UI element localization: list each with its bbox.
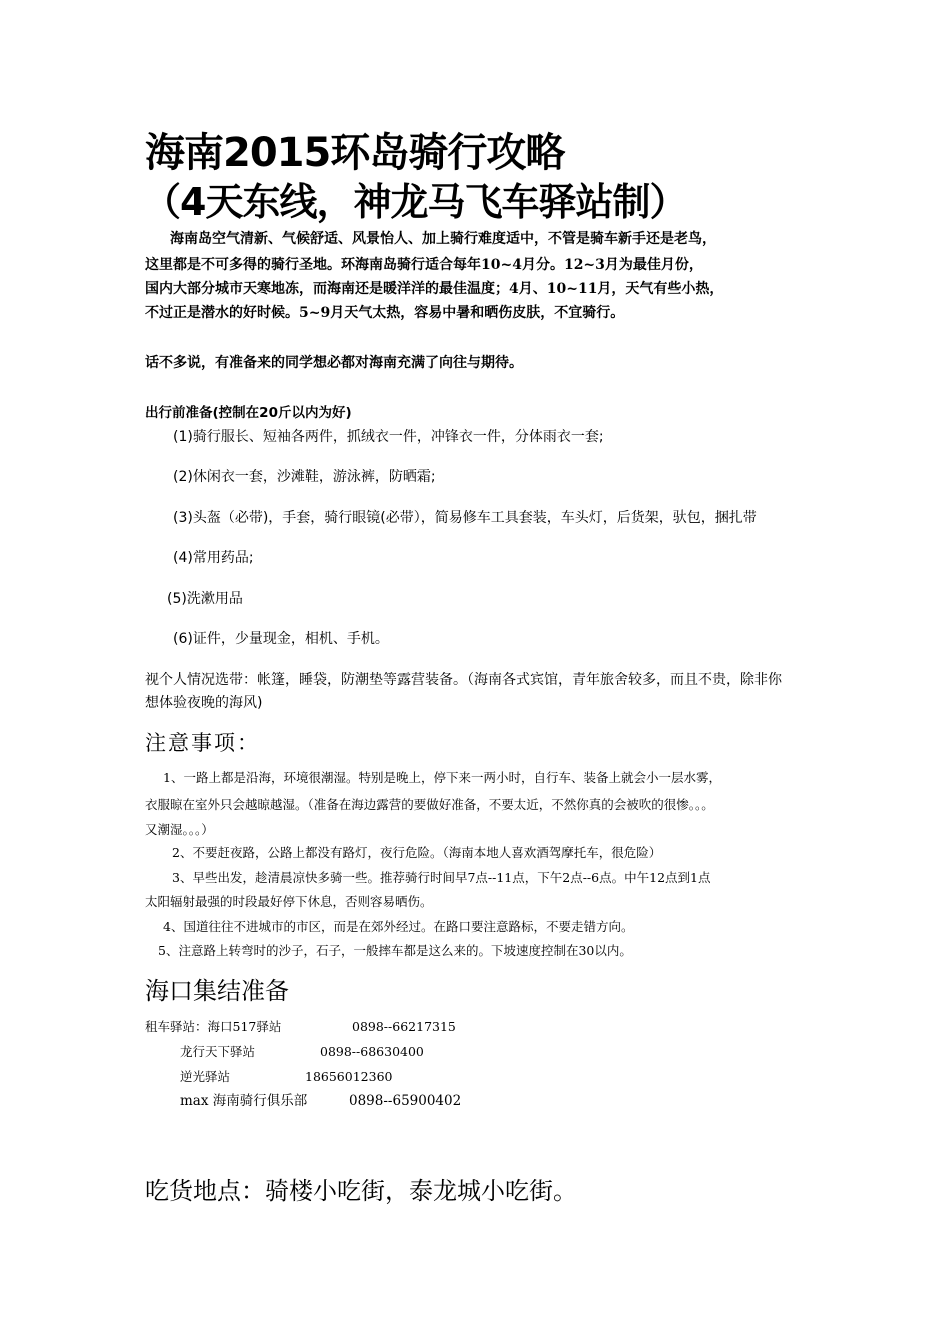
notes-line: 2、不要赶夜路，公路上都没有路灯，夜行危险。（海南本地人喜欢酒驾摩托车，很危险） [172, 845, 662, 860]
prep-item: (5)洗漱用品 [167, 591, 243, 607]
page-title: 海南2015环岛骑行攻略 [145, 130, 565, 176]
notes-line: 3、早些出发，趁清晨凉快多骑一些。推荐骑行时间早7点--11点，下午2点--6点。中午12点到1点 [172, 870, 711, 885]
haikou-heading: 海口集结准备 [145, 977, 289, 1005]
intro-line: 这里都是不可多得的骑行圣地。环海南岛骑行适合每年10~4月分。12~3月为最佳月份， [145, 257, 703, 273]
notes-heading: 注意事项： [145, 731, 260, 755]
rental-phone: 0898--66217315 [352, 1019, 456, 1034]
intro-line: 不过正是潜水的好时候。5~9月天气太热，容易中暑和晒伤皮肤，不宜骑行。 [145, 305, 625, 321]
intro-closing: 话不多说，有准备来的同学想必都对海南充满了向往与期待。 [145, 355, 523, 371]
notes-line: 衣服晾在室外只会越晾越湿。（准备在海边露营的要做好准备，不要太近，不然你真的会被吹的很惨。。。 [145, 797, 714, 812]
prep-item: (4)常用药品; [173, 550, 254, 566]
rental-name: 逆光驿站 [180, 1069, 231, 1084]
rental-name: max 海南骑行俱乐部 [180, 1093, 308, 1109]
prep-heading: 出行前准备(控制在20斤以内为好) [145, 405, 352, 421]
prep-item: (3)头盔（必带)，手套，骑行眼镜(必带），简易修车工具套装，车头灯，后货架，驮包，捆扎带 [173, 510, 757, 526]
notes-line: 5、注意路上转弯时的沙子，石子，一般摔车都是这么来的。下坡速度控制在30以内。 [158, 943, 632, 958]
page-subtitle: （4天东线，神龙马飞车驿站制） [143, 180, 687, 224]
prep-item: (1)骑行服长、短袖各两件，抓绒衣一件，冲锋衣一件，分体雨衣一套; [173, 429, 604, 445]
food-locations: 吃货地点：骑楼小吃街，泰龙城小吃街。 [145, 1177, 577, 1205]
prep-item: (2)休闲衣一套，沙滩鞋，游泳裤，防晒霜; [173, 469, 436, 485]
intro-line: 国内大部分城市天寒地冻，而海南还是暖洋洋的最佳温度；4月、10~11月，天气有些小热， [145, 281, 724, 297]
intro-line: 海南岛空气清新、气候舒适、风景怡人、加上骑行难度适中，不管是骑车新手还是老鸟， [170, 231, 716, 247]
prep-item: (6)证件，少量现金，相机、手机。 [173, 631, 389, 647]
notes-line: 1、一路上都是沿海，环境很潮湿。特别是晚上，停下来一两小时，自行车、装备上就会小一层水雾， [163, 770, 721, 785]
prep-optional-line: 想体验夜晚的海风) [145, 695, 263, 711]
notes-line: 4、国道往往不进城市的市区，而是在郊外经过。在路口要注意路标，不要走错方向。 [163, 919, 634, 934]
notes-line: 太阳辐射最强的时段最好停下休息，否则容易晒伤。 [145, 894, 433, 909]
rental-name: 租车驿站：海口517驿站 [145, 1019, 282, 1034]
rental-phone: 0898--68630400 [320, 1044, 424, 1059]
notes-line: 又潮湿。。。） [145, 822, 214, 837]
prep-optional-line: 视个人情况选带：帐篷，睡袋，防潮垫等露营装备。（海南各式宾馆，青年旅舍较多，而且不贵，除非你 [145, 672, 782, 688]
rental-phone: 0898--65900402 [349, 1093, 462, 1109]
rental-name: 龙行天下驿站 [180, 1044, 256, 1059]
rental-phone: 18656012360 [305, 1069, 393, 1084]
